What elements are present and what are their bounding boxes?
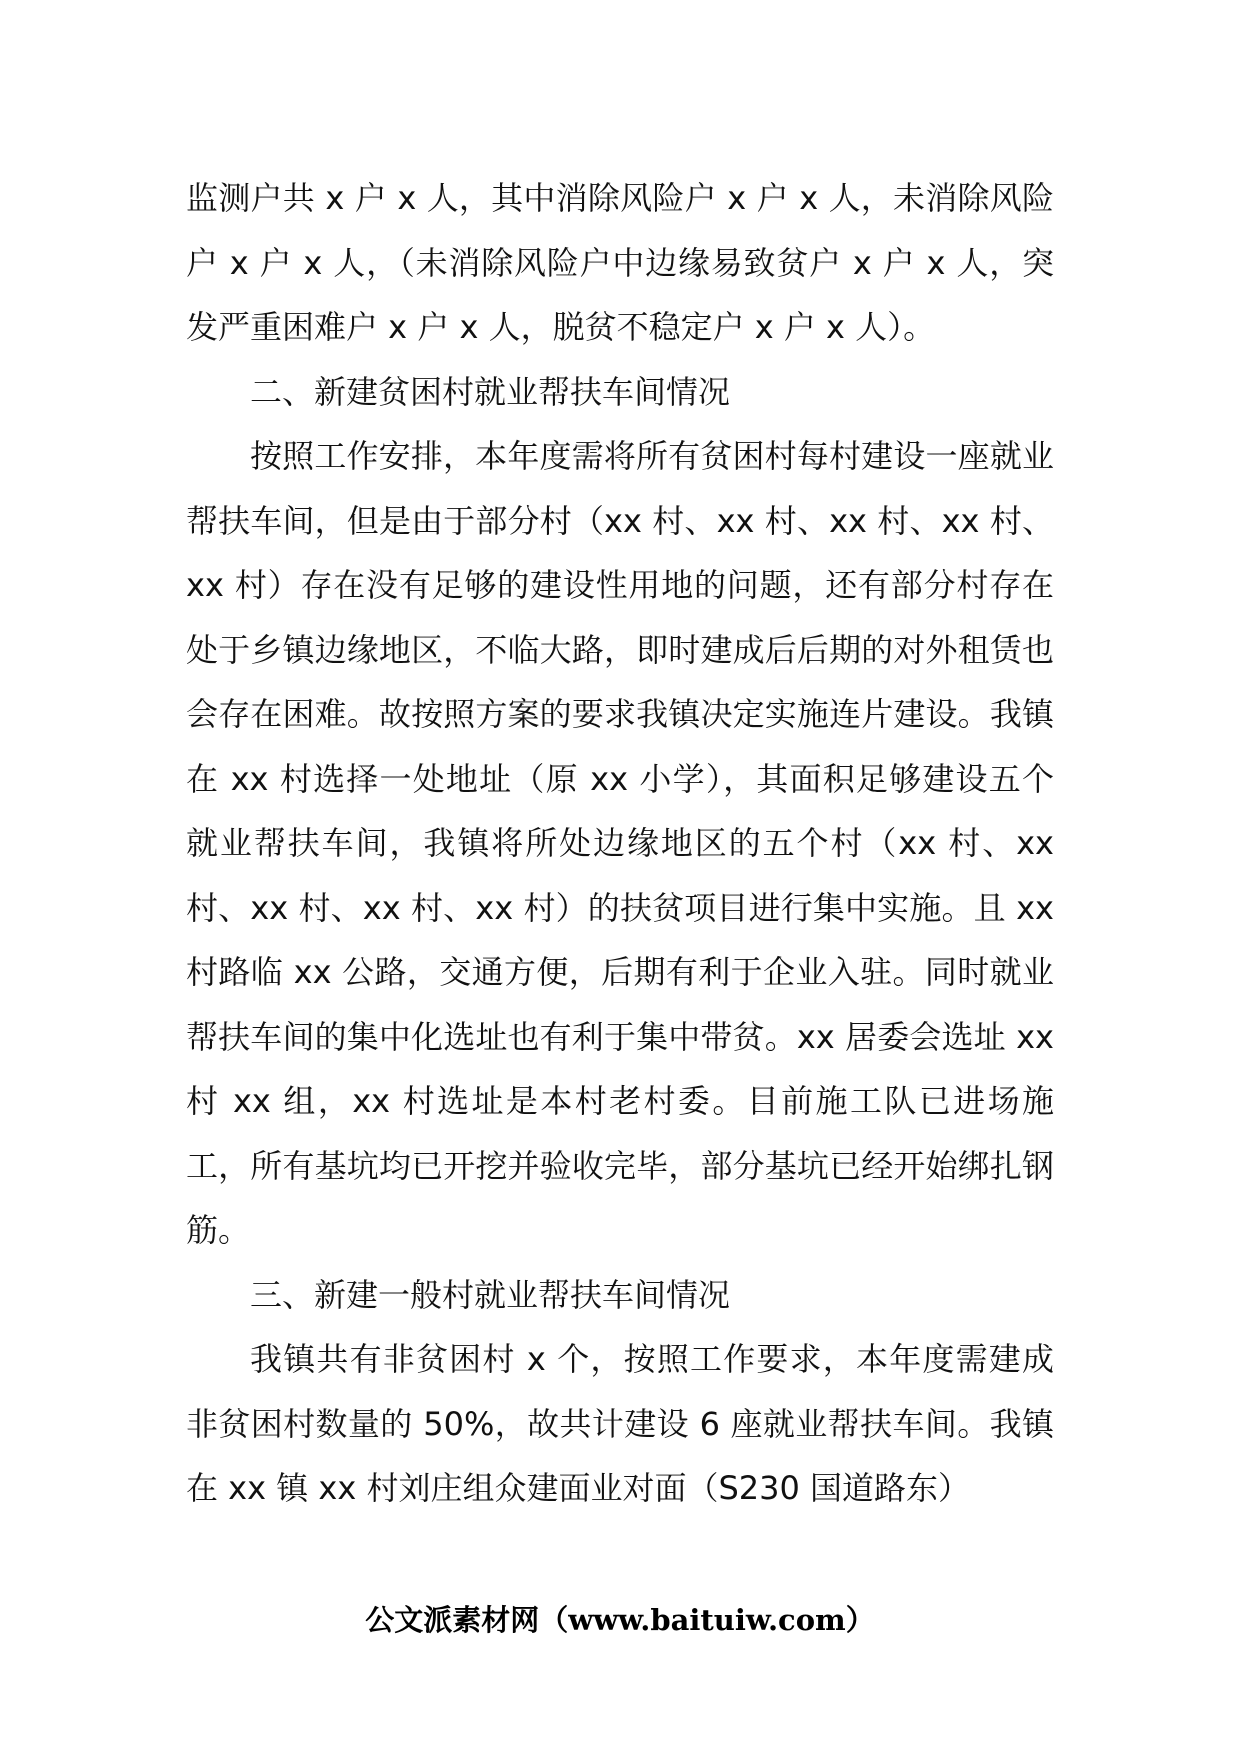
document-body: [186, 166, 1054, 1521]
section-heading-2: 二、新建贫困村就业帮扶车间情况: [250, 372, 731, 411]
paragraph-body: 我镇共有非贫困村 x 个，按照工作要求，本年度需建成非贫困村数量的 50%，故共计建设 6 座就业帮扶车间。我镇在 xx 镇 xx 村刘庄组众建面业对面（S230 国道路东）: [186, 1340, 1054, 1507]
paragraph-continuation: 监测户共 x 户 x 人，其中消除风险户 x 户 x 人，未消除风险户 x 户 x 人，（未消除风险户中边缘易致贫户 x 户 x 人，突发严重困难户 x 户 x 人，脱贫不稳定户 x 户 x 人）。: [186, 179, 1054, 346]
section-heading-3: 三、新建一般村就业帮扶车间情况: [250, 1275, 731, 1314]
footer-watermark: 公文派素材网（www.baituiw.com）: [365, 1603, 875, 1637]
paragraph-body: 按照工作安排，本年度需将所有贫困村每村建设一座就业帮扶车间，但是由于部分村（xx 村、xx 村、xx 村、xx 村、xx 村）存在没有足够的建设性用地的问题，还有部分村存在处于乡镇边缘地区，不临大路，即时建成后后期的对外租赁也会存在困难。故按照方案的要求我镇决定实施连片建设。我镇在 xx 村选择一处地址（原 xx 小学），其面积足够建设五个就业帮扶车间，我镇将所处边缘地区的五个村（xx 村、xx 村、xx 村、xx 村、xx 村）的扶贫项目进行集中实施。且 xx 村路临 xx 公路，交通方便，后期有利于企业入驻。同时就业帮扶车间的集中化选址也有利于集中带贫。xx 居委会选址 xx 村 xx 组，xx 村选址是本村老村委。目前施工队已进场施工，所有基坑均已开挖并验收完毕，部分基坑已经开始绑扎钢筋。: [186, 437, 1054, 1249]
